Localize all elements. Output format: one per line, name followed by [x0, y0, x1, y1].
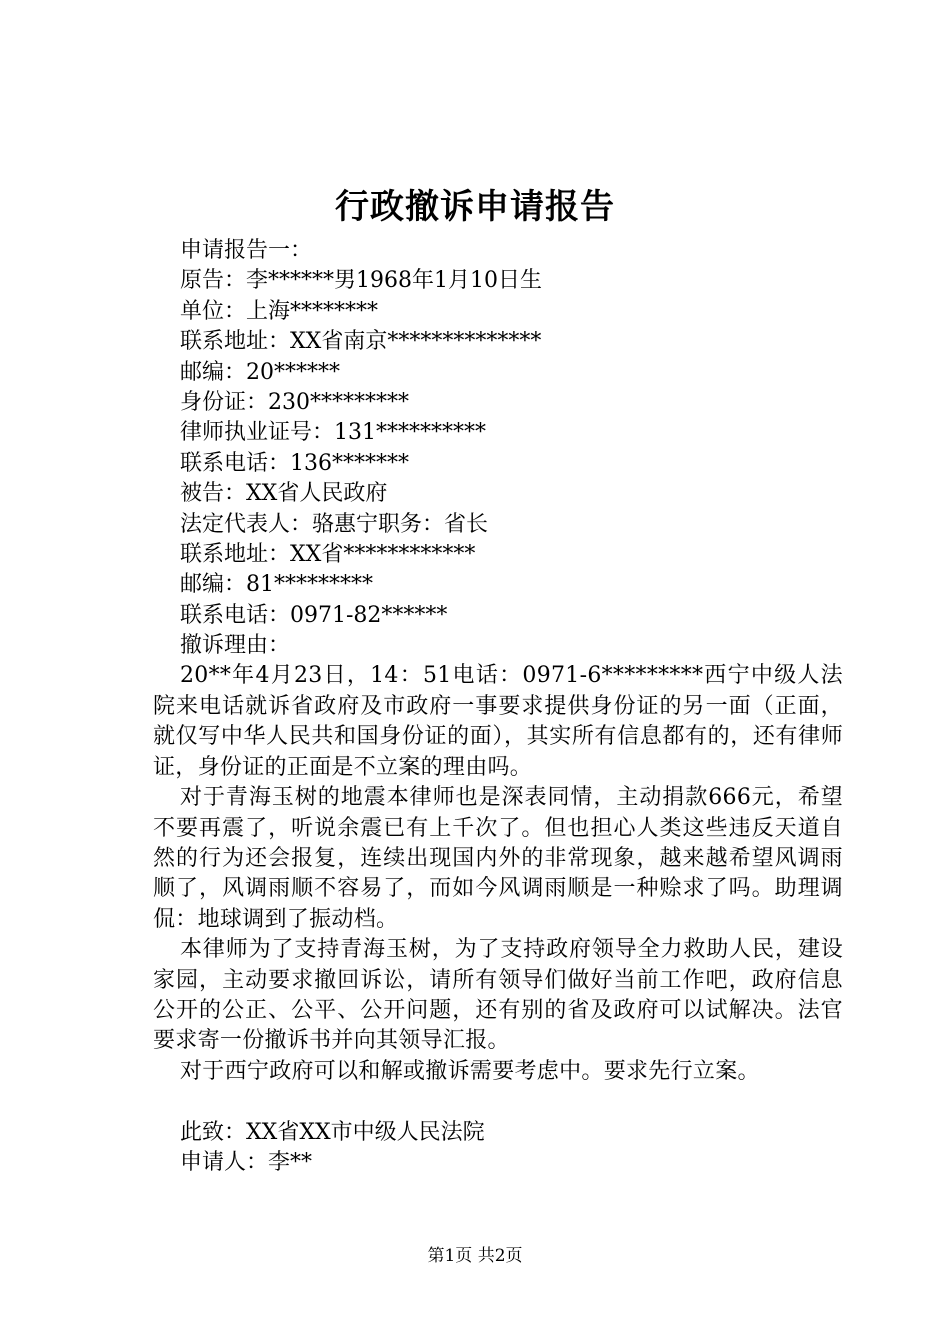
- plaintiff-phone: 联系电话：136*******: [180, 450, 409, 476]
- document-title: 行政撤诉申请报告: [335, 187, 615, 227]
- blank-line: [153, 1087, 843, 1117]
- reason-paragraph-1: 20**年4月23日，14：51电话：0971-6*********西宁中级人法院来电话就诉省政府及市政府一事要求提供身份证的另一面（正面，就仅写中华人民共和国身份证的面），其实所有信息都有的，还有律师证，身份证的正面是不立案的理由吗。: [153, 663, 843, 780]
- applicant-line: 申请人：李**: [180, 1149, 313, 1175]
- plaintiff-name: 原告：李******男1968年1月10日生: [180, 268, 542, 294]
- reason-paragraph-2: 对于青海玉树的地震本律师也是深表同情，主动捐款666元，希望不要再震了，听说余震已有上千次了。但也担心人类这些违反天道自然的行为还会报复，连续出现国内外的非常现象，越来越希望风调雨顺了，风调雨顺不容易了，而如今风调雨顺是一种赊求了吗。助理调侃：地球调到了振动档。: [153, 785, 843, 932]
- document-body: [153, 236, 843, 1178]
- plaintiff-id-card: 身份证：230*********: [180, 389, 409, 415]
- defendant-postcode: 邮编：81*********: [180, 572, 373, 598]
- defendant-name: 被告：XX省人民政府: [180, 481, 388, 507]
- plaintiff-heading: 申请报告一：: [180, 238, 313, 263]
- reason-paragraph-4: 对于西宁政府可以和解或撤诉需要考虑中。要求先行立案。: [180, 1058, 760, 1084]
- defendant-phone: 联系电话：0971-82******: [180, 602, 448, 628]
- plaintiff-address: 联系地址：XX省南京**************: [180, 329, 542, 355]
- reason-paragraph-3: 本律师为了支持青海玉树，为了支持政府领导全力救助人民，建设家园，主动要求撤回诉讼，请所有领导们做好当前工作吧，政府信息公开的公正、公平、公开问题，还有别的省及政府可以试解决。法官要求寄一份撤诉书并向其领导汇报。: [153, 937, 843, 1054]
- page-number-footer: 第1页 共2页: [427, 1246, 523, 1266]
- addressee-line: 此致：XX省XX市中级人民法院: [180, 1119, 485, 1145]
- plaintiff-unit: 单位：上海********: [180, 298, 379, 324]
- withdrawal-reason-heading: 撤诉理由：: [180, 633, 291, 659]
- defendant-address: 联系地址：XX省************: [180, 541, 476, 567]
- plaintiff-postcode: 邮编：20******: [180, 359, 340, 385]
- plaintiff-license-number: 律师执业证号：131**********: [180, 420, 486, 446]
- defendant-representative: 法定代表人：骆惠宁职务：省长: [180, 511, 489, 537]
